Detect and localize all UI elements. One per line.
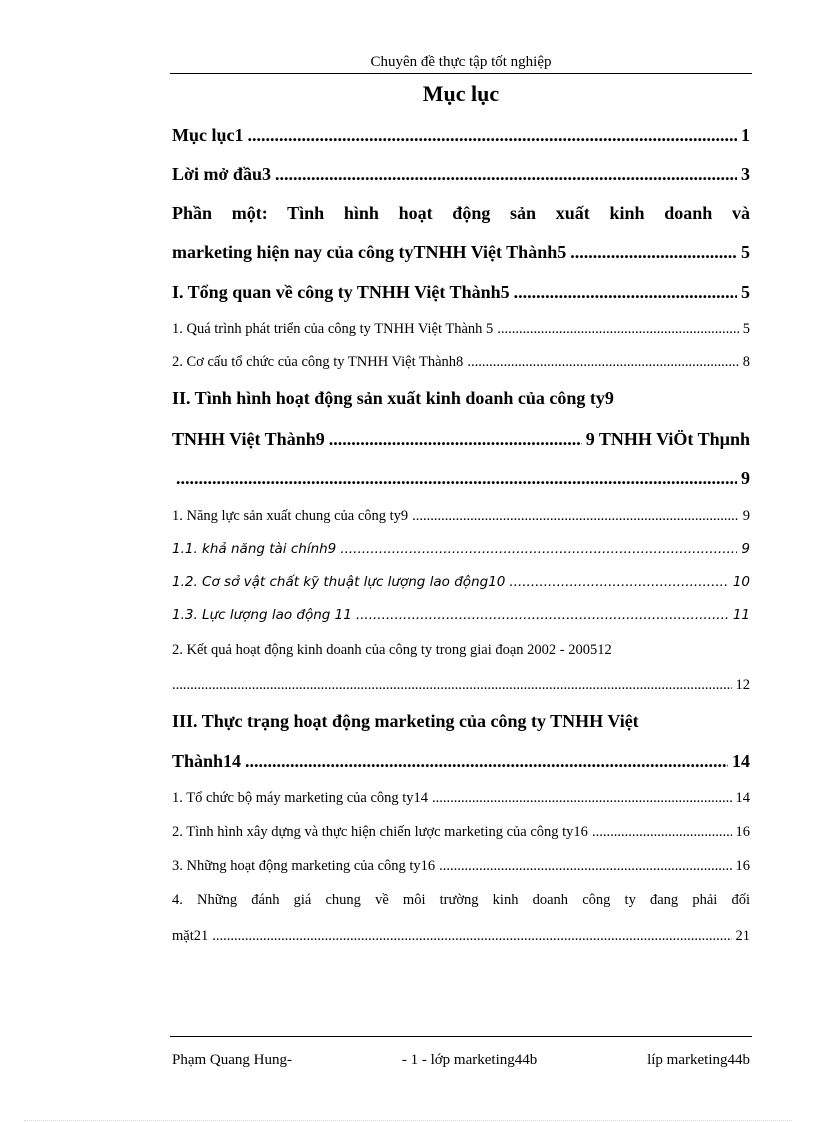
footer-class: líp marketing44b bbox=[647, 1052, 750, 1068]
toc-entry[interactable] bbox=[172, 427, 750, 451]
footer-page-info: - 1 - lớp marketing44b bbox=[401, 1052, 538, 1068]
toc-entry[interactable] bbox=[172, 240, 750, 264]
toc-entry-text: 1.3. Lực lượng lao động 11 bbox=[172, 607, 352, 623]
toc-entry[interactable] bbox=[172, 352, 750, 372]
toc-title: Mục lục bbox=[422, 81, 500, 106]
toc-entry-text: Mục lục1 bbox=[172, 125, 244, 145]
toc-page-mid: 9 TNHH ViÖt Thµnh bbox=[585, 429, 750, 449]
toc-entry-text: TNHH Việt Thành9 bbox=[172, 429, 325, 449]
page-edge-divider bbox=[24, 1120, 792, 1121]
toc-leader bbox=[463, 352, 738, 372]
toc-page-number: 12 bbox=[735, 677, 750, 693]
toc-leader bbox=[271, 162, 737, 186]
toc-entry[interactable] bbox=[172, 506, 750, 526]
footer-divider bbox=[170, 1036, 752, 1037]
toc-leader bbox=[336, 539, 737, 559]
toc-page-number: 8 bbox=[742, 354, 750, 370]
toc-page-number: 9 bbox=[742, 508, 750, 524]
toc-leader bbox=[352, 605, 729, 625]
toc-entry-text: 1.1. khả năng tài chính9 bbox=[172, 541, 337, 557]
toc-leader bbox=[172, 466, 737, 490]
toc-entry[interactable] bbox=[172, 605, 750, 625]
toc-entry-line1[interactable]: 4. Những đánh giá chung về môi trường kinh doanh công ty đang phải đối bbox=[172, 892, 750, 908]
toc-entry[interactable] bbox=[172, 280, 750, 304]
toc-entry-text: mặt21 bbox=[172, 928, 209, 944]
toc-entry[interactable] bbox=[172, 822, 750, 842]
toc-page-number: 14 bbox=[732, 751, 750, 771]
toc-page-number: 9 bbox=[741, 541, 750, 557]
toc-leader bbox=[588, 822, 732, 842]
toc-leader bbox=[505, 572, 728, 592]
toc-entry-line1[interactable]: III. Thực trạng hoạt động marketing của công ty TNHH Việt bbox=[172, 711, 639, 731]
toc-page-number: 11 bbox=[732, 607, 750, 623]
toc-entry-text: 3. Những hoạt động marketing của công ty16 bbox=[172, 858, 436, 874]
document-page bbox=[170, 0, 752, 1123]
toc-entry-line1[interactable]: II. Tình hình hoạt động sản xuất kinh doanh của công ty9 bbox=[172, 388, 614, 408]
toc-leader bbox=[208, 926, 731, 946]
toc-leader bbox=[172, 675, 732, 695]
toc-entry-text: Thành14 bbox=[172, 751, 242, 771]
toc-page-number: 16 bbox=[735, 824, 750, 840]
toc-entry[interactable] bbox=[172, 162, 750, 186]
toc-leader bbox=[428, 788, 731, 808]
toc-entry-text: 1. Năng lực sản xuất chung của công ty9 bbox=[172, 508, 409, 524]
toc-entry-continued[interactable] bbox=[172, 466, 750, 490]
page-footer bbox=[172, 1050, 750, 1070]
footer-author: Phạm Quang Hung- bbox=[172, 1052, 292, 1068]
toc-entry[interactable] bbox=[172, 788, 750, 808]
toc-leader bbox=[566, 240, 737, 264]
toc-page-number: 21 bbox=[735, 928, 750, 944]
toc-leader bbox=[325, 427, 582, 451]
toc-page-number: 16 bbox=[735, 858, 750, 874]
toc-entry-text: 1.2. Cơ sở vật chất kỹ thuật lực lượng lao động10 bbox=[172, 574, 506, 590]
toc-entry-text: 1. Quá trình phát triển của công ty TNHH Việt Thành 5 bbox=[172, 321, 494, 337]
toc-leader bbox=[408, 506, 739, 526]
toc-entry-text: Lời mở đầu3 bbox=[172, 164, 271, 184]
toc-entry-continued[interactable] bbox=[172, 675, 750, 695]
toc-entry[interactable] bbox=[172, 319, 750, 339]
toc-entry-line1[interactable]: 2. Kết quả hoạt động kinh doanh của công ty trong giai đoạn 2002 - 200512 bbox=[172, 642, 612, 658]
toc-leader bbox=[244, 123, 738, 147]
toc-entry[interactable] bbox=[172, 749, 750, 773]
toc-page-number: 3 bbox=[741, 164, 750, 184]
toc-page-number: 10 bbox=[732, 574, 750, 590]
toc-entry-line1[interactable]: Phần một: Tình hình hoạt động sản xuất kinh doanh và bbox=[172, 203, 750, 223]
toc-leader bbox=[493, 319, 738, 339]
toc-leader bbox=[435, 856, 731, 876]
page-header: Chuyên đề thực tập tốt nghiệp bbox=[170, 52, 752, 74]
toc-page-number: 14 bbox=[735, 790, 750, 806]
toc-entry[interactable] bbox=[172, 926, 750, 946]
toc-entry[interactable] bbox=[172, 572, 750, 592]
toc-page-number: 5 bbox=[742, 321, 750, 337]
toc-page-number: 1 bbox=[741, 125, 750, 145]
toc-page-number: 5 bbox=[741, 282, 750, 302]
toc-entry-text: 1. Tổ chức bộ máy marketing của công ty14 bbox=[172, 790, 429, 806]
toc-entry-text: I. Tổng quan về công ty TNHH Việt Thành5 bbox=[172, 282, 510, 302]
toc-entry[interactable] bbox=[172, 123, 750, 147]
toc-entry-text: 2. Tình hình xây dựng và thực hiện chiến lược marketing của công ty16 bbox=[172, 824, 588, 840]
toc-leader bbox=[241, 749, 728, 773]
toc-leader bbox=[510, 280, 737, 304]
toc-entry-text: 2. Cơ cấu tổ chức của công ty TNHH Việt Thành8 bbox=[172, 354, 464, 370]
toc-entry[interactable] bbox=[172, 539, 750, 559]
toc-page-number: 5 bbox=[741, 242, 750, 262]
toc-page-number: 9 bbox=[741, 468, 750, 488]
toc-entry-text: marketing hiện nay của công tyTNHH Việt Thành5 bbox=[172, 242, 567, 262]
toc-entry[interactable] bbox=[172, 856, 750, 876]
